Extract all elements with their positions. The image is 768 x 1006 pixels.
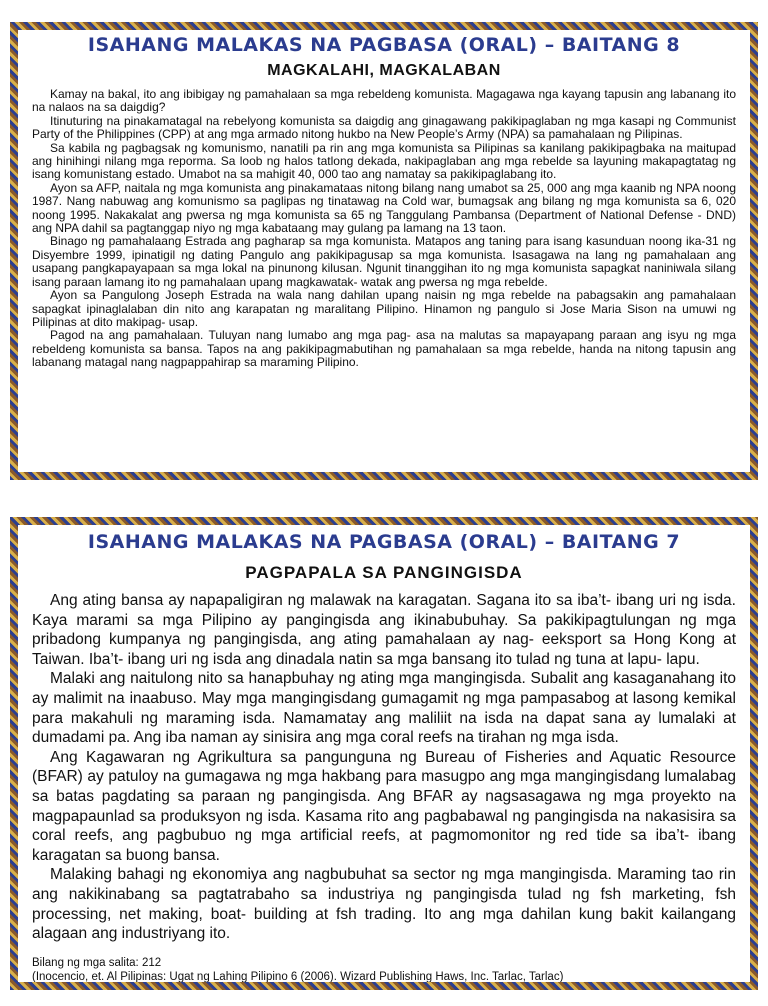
paragraph: Malaki ang naitulong nito sa hanapbuhay ng ating mga mangingisda. Subalit ang kasaganahang ito ay malimit na inaabuso. May mga mangingisdang gumagamit ng mga pampasabog at lasong kemikal para makahuli ng maraming isda. Namamatay ang maliliit na isda na dapat sana ay lumalaki at dumadami pa. Ang iba naman ay sinisira ang mga coral reefs na tirahan ng mga isda. bbox=[32, 670, 736, 747]
paragraph: Ang Kagawaran ng Agrikultura sa pangunguna ng Bureau of Fisheries and Aquatic Resource (BFAR) ay patuloy na gumagawa ng mga hakbang para masugpo ang mga mangingisdang lumalabag sa batas pagdating sa paraan ng pangingisda. Ang BFAR ay nagsasagawa ng mga proyekto na magpapaunlad sa produksyon ng isda. Kasama rito ang pagbabawal ng pangingisda na nakasisira sa coral reefs, ang pagbubuo ng mga artificial reefs, at pagmomonitor ng red tide sa iba’t- ibang karagatan sa buong bansa. bbox=[32, 748, 736, 864]
paragraph: Itinuturing na pinakamatagal na rebelyong komunista sa daigdig ang ginagawang pakikipaglaban ng mga kasapi ng Communist Party of the Philippines (CPP) at ang mga armado nitong hukbo na New People’s Army (NPA) sa pamahalaan ng Pilipinas. bbox=[32, 113, 736, 142]
story-title: PAGPAPALA SA PANGINGISDA bbox=[245, 563, 523, 582]
paragraph: Kamay na bakal, ito ang ibibigay ng pamahalaan sa mga rebeldeng komunista. Magagawa nga kayang tapusin ang labanang ito na nalaos na sa daigdig? bbox=[32, 87, 736, 115]
paragraph: Sa kabila ng pagbagsak ng komunismo, nanatili pa rin ang mga komunista sa Pilipinas sa kanilang pakikipagbaka na maitupad ang hinihingi nilang mga reporma. Sa loob ng halos tatlong dekada, nakipaglaban ang mga rebelde sa layuning makapagtatag ng isang komunistang estado. Umabot na sa mahigit 40, 000 tao ang namatay sa pakikipaglabang ito. bbox=[32, 140, 736, 182]
reading-card-grade-7 bbox=[10, 517, 758, 990]
reading-card-grade-8 bbox=[10, 22, 758, 480]
paragraph: Ayon sa Pangulong Joseph Estrada na wala nang dahilan upang naisin ng mga rebelde na pabagsakin ang pamahalaan sapagkat ipinaglalaban din nito ang karapatan ng maralitang Pilipino. Hinamon ng pangulo si Jose Maria Sison na umuwi ng Pilipinas at dito makipag- usap. bbox=[32, 288, 736, 329]
word-count: Bilang ng mga salita: 212 bbox=[32, 956, 162, 969]
paragraph: Pagod na ang pamahalaan. Tuluyan nang lumabo ang mga pag- asa na malutas sa mapayapang paraan ang isyu ng mga rebeldeng komunista sa bansa. Tapos na ang pakikipagmabutihan ng pamahalaan sa mga rebelde, handa na nitong tapusin ang labanang matagal nang nagpappahirap sa maraming Pilipino. bbox=[32, 328, 736, 370]
paragraph: Malaking bahagi ng ekonomiya ang nagbubuhat sa sector ng mga mangingisda. Maraming tao rin ang nakikinabang sa pagtatrabaho sa industriya ng pangingisda tulad ng fsh marketing, fsh processing, net making, boat- building at fsh trading. Ito ang mga dahilan kung bakit kailangang alagaan ang industriyang ito. bbox=[32, 866, 736, 943]
paragraph: Binago ng pamahalaang Estrada ang pagharap sa mga komunista. Matapos ang taning para isang kasunduan noong ika-31 ng Disyembre 1999, ipinatigil ng dating Pangulo ang pakikipagusap sa mga komunista. Isasagawa na lang ng pamahalaan ang usapang pangkapayapaan sa mga lokal na pinunong kilusan. Ngunit tinanggihan ito ng mga komunista sapagkat naniniwala silang isang paraan lamang ito ng pamahalaan upang magkawatak- watak ang pwersa ng mga rebelde. bbox=[32, 234, 736, 289]
card-banner: ISAHANG MALAKAS NA PAGBASA (ORAL) – BAITANG 8 bbox=[87, 34, 681, 56]
card-banner: ISAHANG MALAKAS NA PAGBASA (ORAL) – BAITANG 7 bbox=[87, 531, 681, 553]
paragraph: Ang ating bansa ay napapaligiran ng malawak na karagatan. Sagana ito sa iba’t- ibang uri ng isda. Kaya marami sa mga Pilipino ay pangingisda ang ikinabubuhay. Sa pakikipagtulungan ng mga pribadong kumpanya ng pangingisda, ang ating pamahalaan ay nag- eeksport sa Hong Kong at Taiwan. Iba’t- ibang uri ng isda ang dinadala natin sa mga bansang ito tulad ng tuna at lapu- lapu. bbox=[32, 592, 736, 668]
story-title: MAGKALAHI, MAGKALABAN bbox=[267, 62, 501, 79]
paragraph: Ayon sa AFP, naitala ng mga komunista ang pinakamataas nitong bilang nang umabot sa 25, 000 ang mga kaanib ng NPA noong 1987. Nang nabuwag ang komunismo sa paglipas ng tinatawag na Cold war, bumagsak ang bilang ng mga komunista sa 6, 020 noong 1995. Nakakalat ang pwersa ng mga komunista sa 65 ng Tanggulang Pambansa (Department of National Defense - DND) ang NPA dahil sa pagtanggap niyo ng mga kabataang may gulang pa lamang na 13 taon. bbox=[32, 180, 736, 236]
citation: (Inocencio, et. Al Pilipinas: Ugat ng Lahing Pilipino 6 (2006). Wizard Publishing Haws, Inc. Tarlac, Tarlac) bbox=[32, 970, 564, 983]
card-footer bbox=[32, 956, 736, 984]
